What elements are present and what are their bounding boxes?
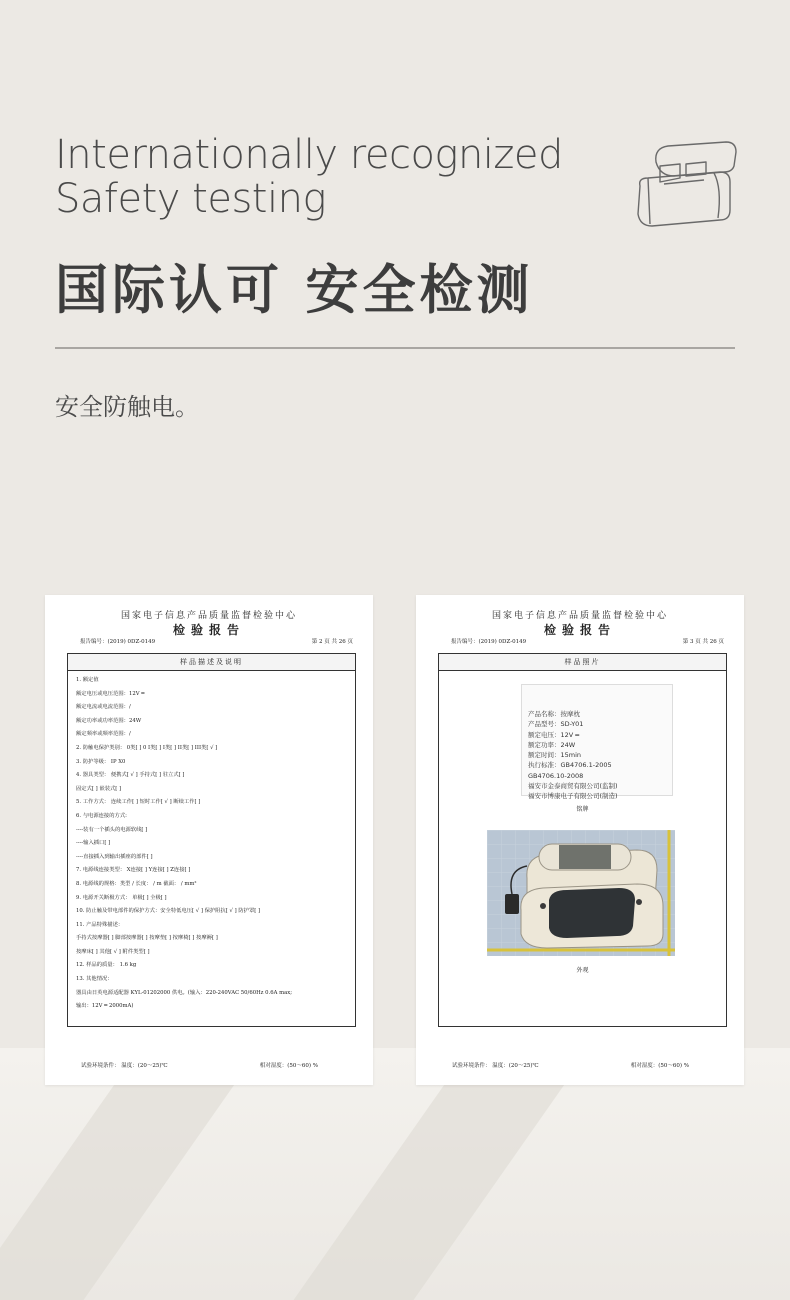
headline-line2: Safety testing (55, 176, 326, 222)
sofa-icon (634, 138, 738, 230)
desc-line: 额定电流或电流范围：/ (76, 704, 131, 711)
desc-line: 额定频率或频率范围：/ (76, 731, 131, 738)
page-number: 第 2 页 共 26 页 (311, 639, 353, 645)
desc-line: 9. 电源开关断极方式： 单极[ ] 全极[ ] (76, 894, 167, 901)
desc-line: 7. 电源线连接类型： X连接[ ] Y连接[ ] Z连接[ ] (76, 867, 191, 874)
desc-line: 额定功率或功率范围：24W (76, 717, 142, 724)
nameplate-line: 执行标准：GB4706.1-2005 (528, 761, 612, 770)
desc-line: 13. 其他情况： (76, 976, 113, 983)
nameplate-photo (521, 684, 673, 801)
report-title: 检验报告 (172, 623, 245, 637)
photo-caption: 外观 (576, 967, 589, 974)
headline-en (55, 133, 563, 221)
subtitle: 安全防触电。 (55, 393, 199, 421)
desc-line: ----装有一个插头的电源软线[ ] (76, 826, 148, 833)
box-title: 样品描述及说明 (68, 654, 355, 671)
report-org: 国家电子信息产品质量监督检验中心 (120, 611, 297, 621)
photo-box (438, 653, 727, 1027)
page-title: 国际认可 安全检测 (55, 260, 534, 321)
desc-line: 5. 工作方式： 连续工作[ ] 短时工作[ √ ] 断续工作[ ] (76, 799, 201, 806)
desc-line: 额定电压或电压范围：12V ═ (76, 690, 145, 697)
desc-line: 6. 与电源连接的方式: (76, 812, 127, 819)
desc-line: 按摩床[ ] 其他[ √ ] 附件类型[ ] (76, 948, 150, 955)
report-number: 报告编号：(2019) 0DZ-0149 (451, 639, 527, 645)
headline-line1: Internationally recognized (55, 132, 563, 178)
description-box (67, 653, 356, 1027)
box-title: 样品照片 (439, 654, 726, 671)
desc-line: 手持式按摩器[ ] 脚部按摩器[ ] 按摩垫[ ] 按摩椅[ ] 按摩褥[ ] (76, 935, 218, 942)
desc-line: 器具由日英电源适配器 KYL-01202000 供电。(输入：220-240VAC 50/60Hz 0.6A max; (76, 989, 293, 996)
report-title: 检验报告 (543, 623, 616, 637)
nameplate-text (528, 709, 618, 802)
desc-line: 10. 防止触及带电部件的保护方式：安全特低电压[ √ ] 保护阻抗[ √ ] 防护罩[ ] (76, 908, 261, 915)
desc-line: 4. 器具类型： 便携式[ √ ] 手持式[ ] 驻立式[ ] (76, 772, 185, 779)
desc-line: 8. 电源线的规格：类型 / 长度： / m 截面： / mm² (76, 880, 197, 887)
report-org: 国家电子信息产品质量监督检验中心 (491, 611, 668, 621)
report-number: 报告编号：(2019) 0DZ-0149 (80, 639, 156, 645)
nameplate-caption: 铭牌 (576, 806, 589, 813)
nameplate-line: 额定功率：24W (528, 740, 576, 749)
desc-line: 12. 样品的质量： 1.6 kg (76, 962, 137, 969)
footer-temperature: 试验环境条件： 温度：(20～25)℃ (452, 1063, 539, 1069)
desc-line: 固定式[ ] 嵌装式[ ] (76, 785, 122, 792)
description-lines (76, 674, 349, 1014)
desc-line: 输出：12V ═ 2000mA) (76, 1003, 134, 1010)
report-page-3 (416, 595, 744, 1085)
desc-line: 3. 防护等级： IP X0 (76, 758, 126, 765)
nameplate-line: 福安市博康电子有限公司(制造) (528, 792, 618, 801)
desc-line: 2. 防触电保护类别： 0类[ ] 0 I类[ ] I类[ ] II类[ ] III类[ √ ] (76, 744, 218, 751)
footer-humidity: 相对湿度：(50～60) % (259, 1063, 318, 1069)
nameplate-line: 产品名称：按摩枕 (528, 710, 580, 718)
footer-temperature: 试验环境条件： 温度：(20～25)℃ (81, 1063, 168, 1069)
nameplate-line: 福安市金泰商贸有限公司(监制) (528, 782, 618, 791)
footer-humidity: 相对湿度：(50～60) % (630, 1063, 689, 1069)
desc-line: 11. 产品特殊描述： (76, 921, 124, 928)
desc-line: 1. 额定值 (76, 677, 99, 683)
nameplate-line: 额定电压：12V ═ (528, 730, 580, 739)
divider (55, 347, 735, 349)
report-page-2 (45, 595, 373, 1085)
page-number: 第 3 页 共 26 页 (682, 639, 724, 645)
desc-line: ----直接插入到输出插座的部件[ ] (76, 853, 153, 860)
product-photo (487, 830, 675, 956)
desc-line: ----输入插口[ ] (76, 840, 111, 847)
nameplate-line: GB4706.10-2008 (528, 771, 584, 780)
nameplate-line: 产品型号：SD-Y01 (528, 720, 584, 729)
nameplate-line: 额定时间：15min (528, 751, 582, 760)
